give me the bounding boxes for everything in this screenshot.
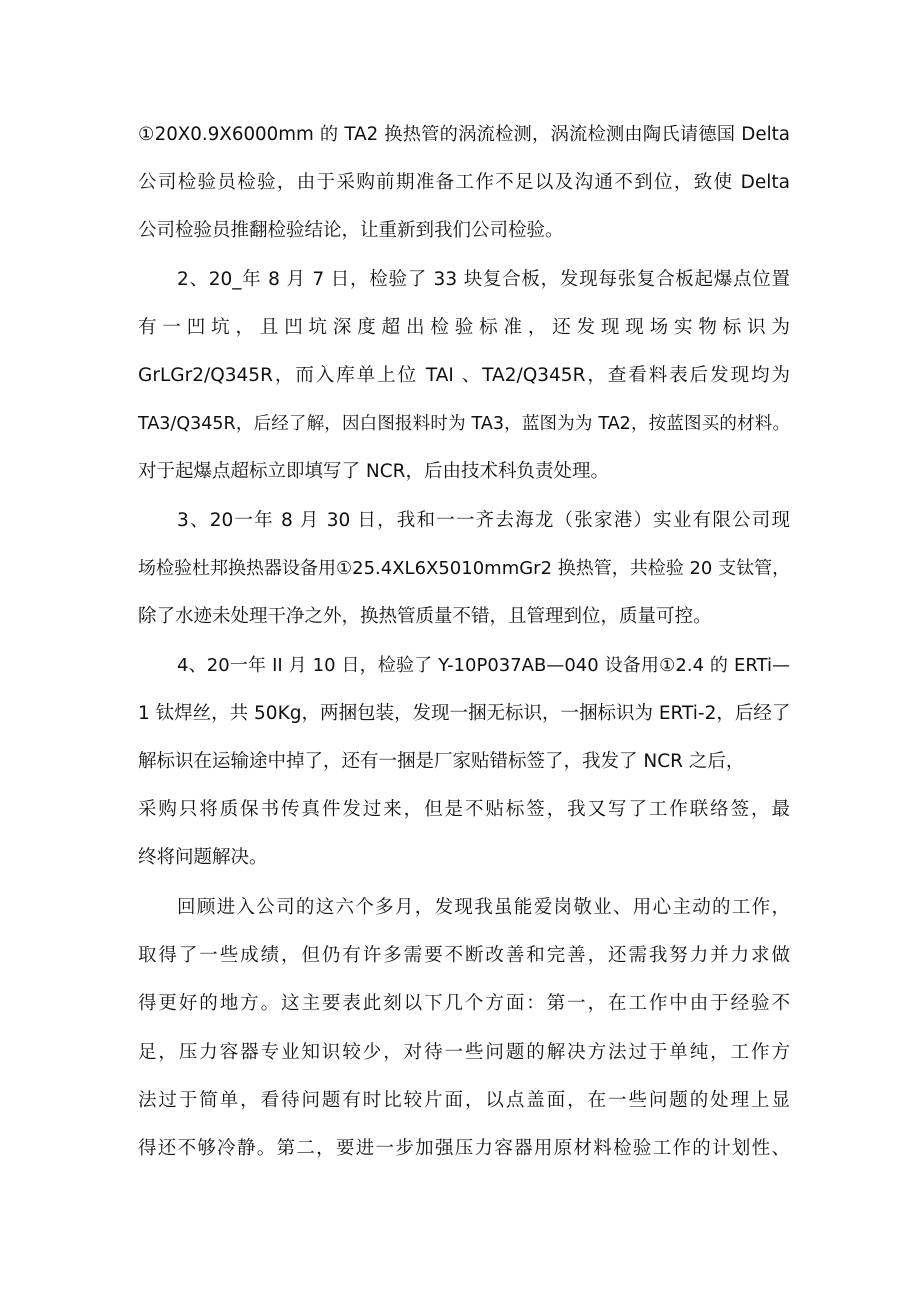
text-line: 采购只将质保书传真件发过来，但是不贴标签，我又写了工作联络签，最 [138,799,790,820]
text-line: 对于起爆点超标立即填写了 NCR，后由技术科负责处理。 [138,461,609,482]
text-line: 有一凹坑，且凹坑深度超出检验标准，还发现现场实物标识为 [138,317,790,338]
text-line: 回顾进入公司的这六个多月，发现我虽能爱岗敬业、用心主动的工作， [177,897,790,918]
text-line: 除了水迹未处理干净之外，换热管质量不错，且管理到位，质量可控。 [138,606,712,627]
text-line: 终将问题解决。 [138,847,268,868]
text-line: 4、20一年 II 月 10 日，检验了 Y-10P037AB—040 设备用①2.4 的 ERTi— [177,655,790,676]
text-line: 解标识在运输途中掉了，还有一捆是厂家贴错标签了，我发了 NCR 之后， [138,751,745,772]
text-line: 公司检验员检验，由于采购前期准备工作不足以及沟通不到位，致使 Delta [138,172,790,193]
text-line: 取得了一些成绩，但仍有许多需要不断改善和完善，还需我努力并力求做 [138,945,790,966]
text-line: 公司检验员推翻检验结论，让重新到我们公司检验。 [138,220,564,241]
text-line: 法过于简单，看待问题有时比较片面，以点盖面，在一些问题的处理上显 [138,1090,790,1111]
text-line: 3、20一年 8 月 30 日，我和一一齐去海龙（张家港）实业有限公司现 [177,510,790,531]
text-line: TA3/Q345R，后经了解，因白图报料时为 TA3，蓝图为为 TA2，按蓝图买的材料。 [138,414,790,434]
text-line: 足，压力容器专业知识较少，对待一些问题的解决方法过于单纯，工作方 [138,1042,790,1063]
text-line: 得更好的地方。这主要表此刻以下几个方面：第一，在工作中由于经验不 [138,993,790,1014]
text-line: GrLGr2∕Q345R，而入库单上位 TAI 、TA2/Q345R，查看料表后发现均为 [138,365,790,386]
text-line: 2、20_年 8 月 7 日，检验了 33 块复合板，发现每张复合板起爆点位置 [177,269,790,290]
text-line: 得还不够冷静。第二，要进一步加强压力容器用原材料检验工作的计划性、 [138,1138,790,1159]
text-line: 场检验杜邦换热器设备用①25.4XL6X5010mmGr2 换热管，共检验 20 支钛管， [138,558,791,579]
text-line: 1 钛焊丝，共 50Kg，两捆包装，发现一捆无标识，一捆标识为 ERTi-2，后经了 [138,703,791,724]
text-line: ①20X0.9X6000mm 的 TA2 换热管的涡流检测，涡流检测由陶氏请德国 Delta [138,124,790,145]
